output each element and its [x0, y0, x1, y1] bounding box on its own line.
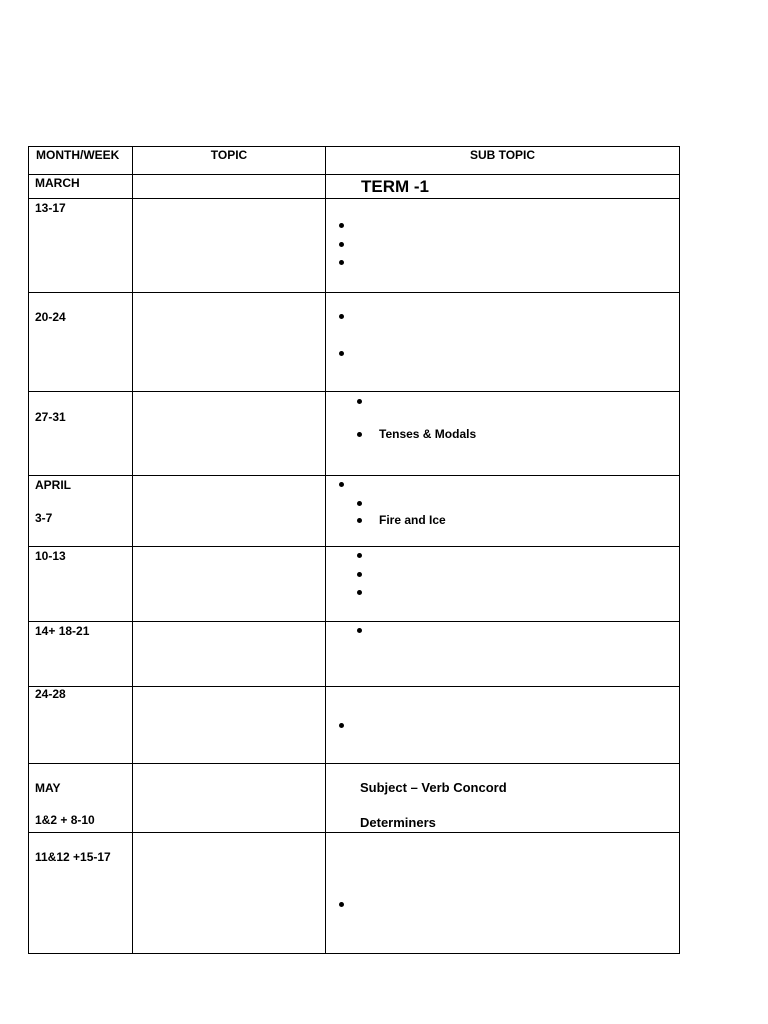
bullet-icon [339, 314, 344, 319]
header-topic: TOPIC [210, 148, 248, 162]
month-march: MARCH [35, 176, 80, 190]
bullet-icon [357, 399, 362, 404]
bullet-icon [357, 572, 362, 577]
week-label: 3-7 [35, 511, 53, 525]
bullet-icon [339, 351, 344, 356]
bullet-icon [339, 723, 344, 728]
bullet-icon [339, 482, 344, 487]
bullet-icon [339, 242, 344, 247]
sub-topic-item: Fire and Ice [379, 513, 446, 527]
sub-topic-item: Tenses & Modals [379, 427, 477, 441]
row-divider [29, 621, 679, 622]
week-label: 1&2 + 8-10 [35, 813, 95, 827]
row-divider [29, 475, 679, 476]
header-month-week: MONTH/WEEK [36, 148, 120, 162]
bullet-icon [357, 628, 362, 633]
row-divider [29, 391, 679, 392]
sub-topic-item: Determiners [360, 815, 436, 830]
bullet-icon [339, 260, 344, 265]
syllabus-table [28, 146, 680, 954]
bullet-icon [357, 553, 362, 558]
bullet-icon [357, 518, 362, 523]
week-label: 20-24 [35, 310, 66, 324]
row-divider [29, 686, 679, 687]
bullet-icon [357, 590, 362, 595]
bullet-icon [357, 501, 362, 506]
sub-topic-item: Subject – Verb Concord [360, 780, 507, 795]
row-divider [29, 292, 679, 293]
row-divider [29, 198, 679, 199]
week-label: 10-13 [35, 549, 66, 563]
row-divider [29, 546, 679, 547]
bullet-icon [339, 902, 344, 907]
row-divider [29, 763, 679, 764]
header-sub-topic: SUB TOPIC [469, 148, 536, 162]
week-label: 24-28 [35, 687, 66, 701]
term-label: TERM -1 [361, 177, 429, 196]
row-divider [29, 174, 679, 175]
month-april: APRIL [35, 478, 71, 492]
week-label: 27-31 [35, 410, 66, 424]
week-label: 13-17 [35, 201, 66, 215]
bullet-icon [339, 223, 344, 228]
week-label: 14+ 18-21 [35, 624, 90, 638]
week-label: 11&12 +15-17 [35, 850, 111, 864]
row-divider [29, 832, 679, 833]
bullet-icon [357, 432, 362, 437]
month-may: MAY [35, 781, 61, 795]
